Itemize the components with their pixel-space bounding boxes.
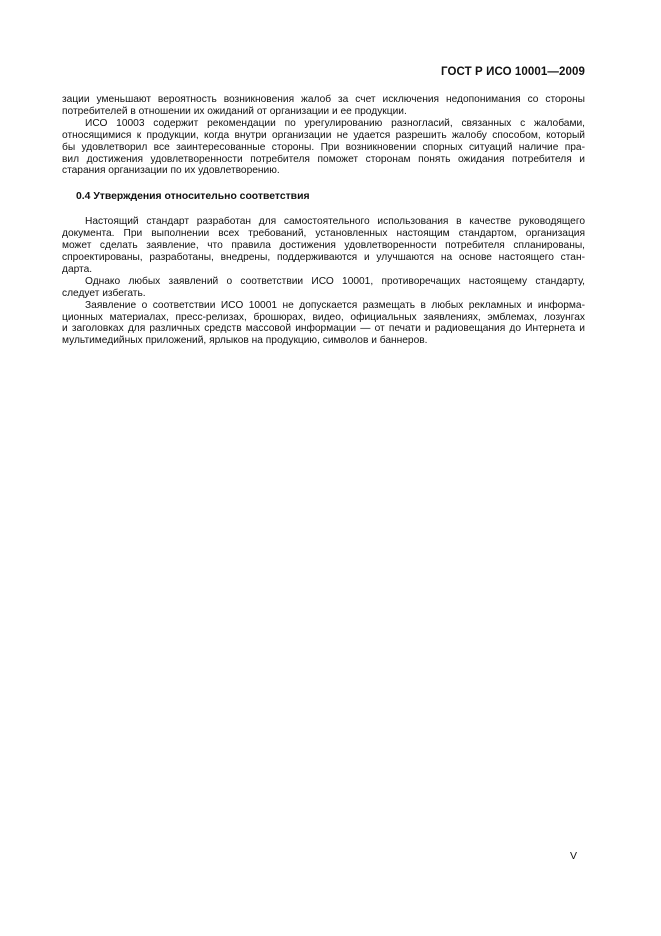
text-line: документа. При выполнении всех требований, установленных настоящим стандартом, организация — [62, 228, 585, 240]
text-line: Настоящий стандарт разработан для самостоятельного использования в качестве руководящего — [85, 216, 585, 228]
paragraph — [62, 216, 585, 276]
text-line: Однако любых заявлений о соответствии ИСО 10001, противоречащих настоящему стандарту, — [85, 275, 585, 287]
text-line: Заявление о соответствии ИСО 10001 не допускается размещать в любых рекламных и информа- — [85, 299, 585, 311]
text-line: относящимися к продукции, когда внутри организации не удается разрешить жалобу способом, который — [62, 129, 585, 141]
section-title: 0.4 Утверждения относительно соответствия — [76, 191, 310, 203]
paragraph — [62, 276, 585, 300]
text-line: следует избегать. — [62, 287, 146, 299]
standard-header: ГОСТ Р ИСО 10001—2009 — [440, 66, 585, 78]
paragraph — [62, 300, 585, 348]
text-line: и заголовках для различных средств массовой информации — от печати и радиовещания до Интернета и — [62, 323, 585, 335]
text-line: может сделать заявление, что правила достижения удовлетворенности потребителя спланированы, — [62, 240, 585, 252]
text-line: зации уменьшают вероятность возникновения жалоб за счет исключения недопонимания со стороны — [62, 94, 585, 105]
text-line: потребителей в отношении их ожиданий от организации и ее продукции. — [62, 105, 407, 117]
text-line: ционных материалах, пресс-релизах, брошюрах, видео, официальных заявлениях, эмблемах, лозунгах — [62, 311, 585, 323]
intro-text — [62, 94, 585, 177]
text-line: дарта. — [62, 263, 93, 275]
text-line: ИСО 10003 содержит рекомендации по урегулированию разногласий, связанных с жалобами, — [85, 117, 585, 129]
document-body — [62, 94, 585, 347]
text-line: мультимедийных приложений, ярлыков на продукцию, символов и баннеров. — [62, 335, 428, 347]
paragraph — [62, 94, 585, 118]
section-text — [62, 216, 585, 347]
page-number: V — [569, 850, 577, 862]
text-line: вил достижения удовлетворенности потребителя поможет сторонам понять ожидания потребителя и — [62, 153, 585, 165]
paragraph — [62, 118, 585, 178]
text-line: бы удовлетворил все заинтересованные стороны. При возникновении спорных ситуаций наличие пра- — [62, 141, 585, 153]
text-line: спроектированы, разработаны, внедрены, поддерживаются и улучшаются на основе настоящего стан- — [62, 251, 585, 263]
text-line: старания организации по их удовлетворению. — [62, 165, 280, 177]
